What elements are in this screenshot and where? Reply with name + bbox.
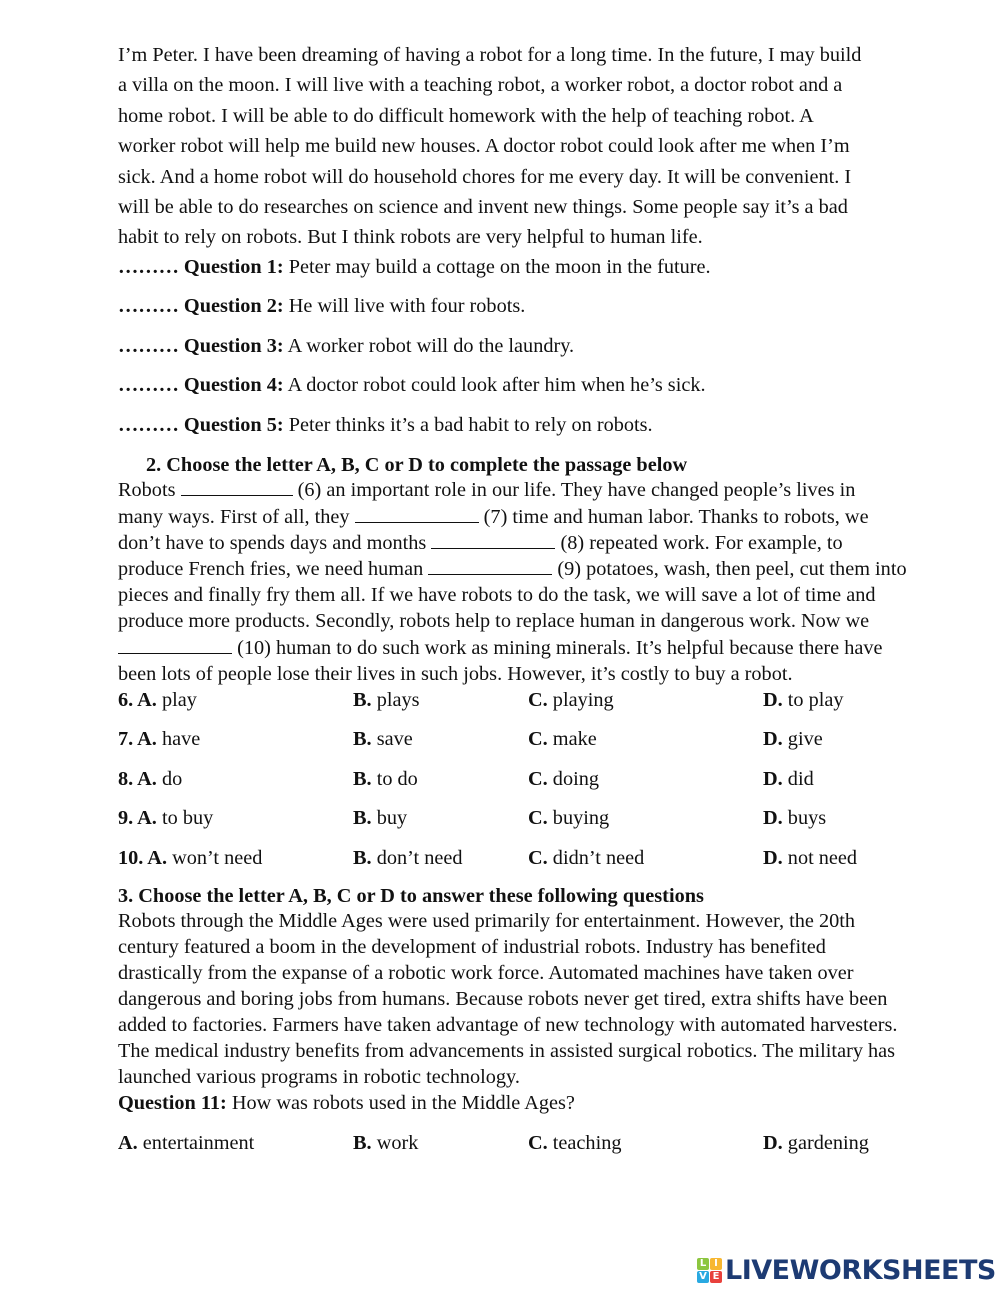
option-c[interactable] [528,766,763,805]
passage-line: drastically from the expanse of a robotic work force. Automated machines have taken over [118,961,854,984]
passage-line: I’m Peter. I have been dreaming of having a robot for a long time. In the future, I may build [118,44,862,66]
option-text: give [787,728,823,751]
option-a[interactable] [118,687,353,726]
option-label: D. [763,728,783,751]
section-3-title: 3. Choose the letter A, B, C or D to answer these following questions [118,884,704,907]
passage-line: launched various programs in robotic technology. [118,1065,520,1088]
passage-line: added to factories. Farmers have taken advantage of new technology with automated harvesters. [118,1013,898,1036]
question-4 [118,372,998,412]
options-row-8 [118,766,998,805]
question-label: Question 5: [183,413,284,436]
question-text: He will live with four robots. [288,295,526,318]
gap-7[interactable] [355,506,479,523]
worksheet-page [118,40,998,1156]
option-text: gardening [787,1131,869,1154]
liveworksheets-logo [697,1254,996,1286]
passage-line: been lots of people lose their lives in such jobs. However, it’s costly to buy a robot. [118,662,793,685]
gap-10[interactable] [118,637,232,654]
question-11-options [118,1130,998,1156]
option-text: to play [787,688,844,711]
option-label: B. [353,688,372,711]
option-a[interactable] [118,805,353,844]
text: an important role in our life. They have changed people’s lives in [321,479,856,502]
text: repeated work. For example, to [584,531,843,554]
option-label: C. [528,807,548,830]
option-text: save [376,728,413,751]
question-text: How was robots used in the Middle Ages? [231,1091,575,1114]
option-label: B. [353,846,372,869]
option-label: D. [763,807,783,830]
option-text: work [376,1131,419,1154]
passage-line [118,635,998,661]
option-a[interactable] [118,1130,353,1156]
option-a[interactable] [118,726,353,765]
option-b[interactable] [353,687,528,726]
question-label: Question 2: [183,295,284,318]
option-label: C. [528,1131,548,1154]
option-d[interactable] [763,805,963,844]
option-label: A. [118,1131,138,1154]
option-c[interactable] [528,726,763,765]
question-3 [118,333,998,373]
option-b[interactable] [353,845,528,884]
passage-line: home robot. I will be able to do difficult homework with the help of teaching robot. A [118,104,814,127]
option-label: 7. A. [118,728,157,751]
text: human to do such work as mining minerals. It’s helpful because there have [270,636,883,659]
question-label: Question 4: [183,374,284,397]
option-text: didn’t need [552,846,645,869]
option-label: D. [763,1131,783,1154]
logo-tile: L [697,1258,709,1270]
option-label: B. [353,728,372,751]
option-text: teaching [552,1131,622,1154]
option-d[interactable] [763,766,963,805]
answer-blank-5[interactable]: ……… [118,413,179,436]
true-false-questions [118,254,998,452]
options-row-10 [118,845,998,884]
option-label: C. [528,688,548,711]
option-text: to do [376,767,418,790]
option-label: C. [528,846,548,869]
option-text: buys [787,807,827,830]
question-label: Question 11: [118,1091,227,1114]
option-text: play [161,688,197,711]
cloze-options [118,687,998,884]
passage-line: Robots through the Middle Ages were used primarily for entertainment. However, the 20th [118,909,856,932]
text: Robots [118,479,181,502]
passage-line: century featured a boom in the development of industrial robots. Industry has benefited [118,935,826,958]
option-label: B. [353,1131,372,1154]
text: don’t have to spends days and months [118,531,432,554]
passage-line [118,556,998,582]
question-5 [118,412,998,452]
options-row-7 [118,726,998,765]
gap-9[interactable] [428,558,552,575]
passage-line: a villa on the moon. I will live with a teaching robot, a worker robot, a doctor robot and a [118,74,843,97]
option-text: to buy [161,807,214,830]
passage-line [118,477,998,503]
gap-number: (9) [557,557,582,580]
question-text: A doctor robot could look after him when he’s sick. [287,374,706,397]
option-text: have [161,728,201,751]
logo-tile: I [710,1258,722,1270]
text: many ways. First of all, they [118,505,355,528]
reading-passage-history [118,908,998,1090]
option-label: C. [528,767,548,790]
text: time and human labor. Thanks to robots, we [507,505,869,528]
option-d[interactable] [763,726,963,765]
option-c[interactable] [528,805,763,844]
passage-line [118,530,998,556]
answer-blank-3[interactable]: ……… [118,334,179,357]
passage-line: worker robot will help me build new houses. A doctor robot could look after me when I’m [118,135,850,158]
option-text: entertainment [142,1131,255,1154]
answer-blank-2[interactable]: ……… [118,295,179,318]
logo-text: LIVEWORKSHEETS [725,1254,996,1286]
option-d[interactable] [763,687,963,726]
gap-number: (10) [237,636,271,659]
passage-line: dangerous and boring jobs from humans. Because robots never get tired, extra shifts have been [118,987,888,1010]
question-2 [118,293,998,333]
section-3 [118,884,998,1156]
option-text: plays [376,688,420,711]
option-b[interactable] [353,805,528,844]
option-label: D. [763,688,783,711]
options-row-9 [118,805,998,844]
option-label: B. [353,807,372,830]
option-label: 9. A. [118,807,157,830]
option-b[interactable] [353,1130,528,1156]
option-text: did [787,767,814,790]
answer-blank-4[interactable]: ……… [118,374,179,397]
option-label: 6. A. [118,688,157,711]
passage-line: habit to rely on robots. But I think robots are very helpful to human life. [118,226,703,249]
question-label: Question 3: [183,334,284,357]
option-label: C. [528,728,548,751]
passage-line: produce more products. Secondly, robots help to replace human in dangerous work. Now we [118,610,870,633]
option-label: D. [763,846,783,869]
question-text: Peter thinks it’s a bad habit to rely on robots. [288,413,653,436]
text: produce French fries, we need human [118,557,429,580]
option-b[interactable] [353,726,528,765]
option-b[interactable] [353,766,528,805]
option-text: not need [787,846,858,869]
logo-tile: V [697,1271,709,1283]
answer-blank-1[interactable]: ……… [118,255,179,278]
text: potatoes, wash, then peel, cut them into [581,557,907,580]
logo-tile: E [710,1271,722,1283]
option-text: make [552,728,597,751]
passage-line [118,504,998,530]
option-label: D. [763,767,783,790]
option-a[interactable] [118,845,353,884]
option-label: 8. A. [118,767,157,790]
option-c[interactable] [528,1130,763,1156]
passage-line: sick. And a home robot will do household chores for me every day. It will be convenient. I [118,165,852,188]
gap-8[interactable] [431,532,555,549]
question-11 [118,1090,998,1116]
question-text: Peter may build a cottage on the moon in the future. [288,255,711,278]
section-2-title: 2. Choose the letter A, B, C or D to complete the passage below [146,454,688,477]
question-1 [118,254,998,294]
option-d[interactable] [763,845,963,884]
passage-line: pieces and finally fry them all. If we have robots to do the task, we will save a lot of time and [118,584,876,607]
option-d[interactable] [763,1130,869,1156]
options-row-6 [118,687,998,726]
option-text: playing [552,688,614,711]
option-label: B. [353,767,372,790]
option-text: doing [552,767,599,790]
passage-line: will be able to do researches on science and invent new things. Some people say it’s a bad [118,196,848,219]
gap-number: (6) [297,479,322,502]
option-label: 10. A. [118,846,168,869]
logo-tiles-icon [697,1258,722,1283]
reading-passage-peter [118,40,998,253]
question-label: Question 1: [183,255,284,278]
option-text: do [161,767,183,790]
question-text: A worker robot will do the laundry. [287,334,575,357]
gap-6[interactable] [181,479,293,496]
option-text: buy [376,807,408,830]
option-text: buying [552,807,610,830]
passage-line: The medical industry benefits from advancements in assisted surgical robotics. The military has [118,1039,896,1062]
option-c[interactable] [528,845,763,884]
option-c[interactable] [528,687,763,726]
option-text: won’t need [172,846,263,869]
gap-number: (8) [560,531,585,554]
option-text: don’t need [376,846,463,869]
gap-number: (7) [483,505,508,528]
cloze-passage [118,477,998,687]
option-a[interactable] [118,766,353,805]
